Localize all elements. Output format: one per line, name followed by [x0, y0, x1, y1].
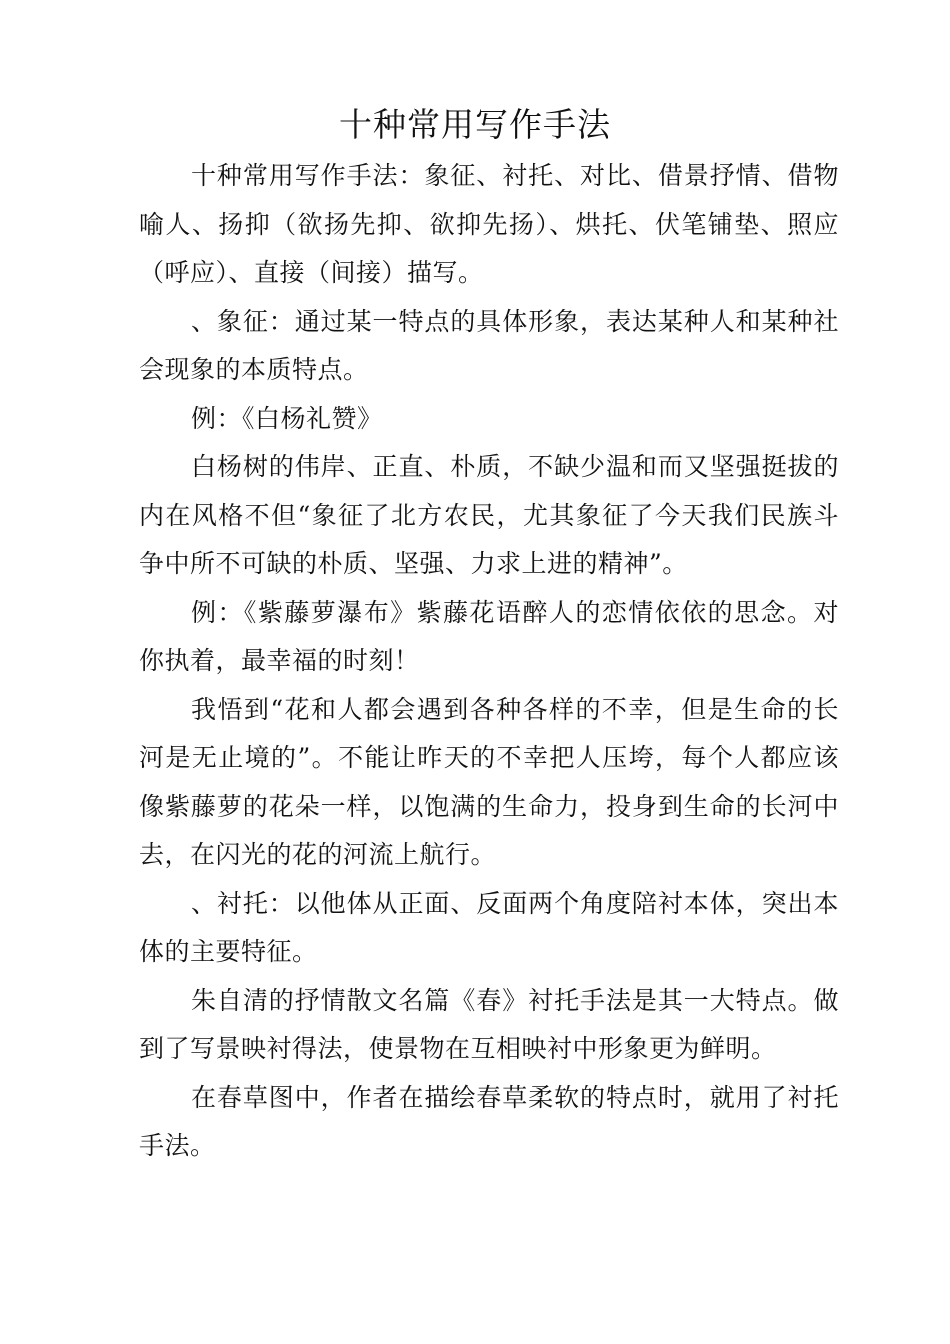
paragraph-symbolism-definition: 、象征：通过某一特点的具体形象，表达某种人和某种社会现象的本质特点。 [139, 306, 839, 384]
paragraph-example-ziteng: 例：《紫藤萝瀑布》紫藤花语醉人的恋情依依的思念。对你执着，最幸福的时刻！ [139, 597, 839, 675]
document-body [139, 152, 839, 1171]
paragraph-example-baiyang: 例：《白杨礼赞》 [191, 403, 383, 433]
document-title: 十种常用写作手法 [339, 105, 611, 144]
paragraph-baiyang-text: 白杨树的伟岸、正直、朴质，不缺少温和而又坚强挺拔的内在风格不但“象征了北方农民，尤其象征了今天我们民族斗争中所不可缺的朴质、坚强、力求上进的精神”。 [139, 452, 839, 578]
paragraph-chun-text: 朱自清的抒情散文名篇《春》衬托手法是其一大特点。做到了写景映衬得法，使景物在互相映衬中形象更为鲜明。 [139, 985, 839, 1063]
paragraph-ziteng-text: 我悟到“花和人都会遇到各种各样的不幸，但是生命的长河是无止境的”。不能让昨天的不幸把人压垮，每个人都应该像紫藤萝的花朵一样，以饱满的生命力，投身到生命的长河中去，在闪光的花的河流上航行。 [139, 694, 839, 869]
paragraph-contrast-definition: 、衬托：以他体从正面、反面两个角度陪衬本体，突出本体的主要特征。 [139, 888, 839, 966]
paragraph-chuncao-text: 在春草图中，作者在描绘春草柔软的特点时，就用了衬托手法。 [139, 1082, 839, 1160]
paragraph-intro: 十种常用写作手法：象征、衬托、对比、借景抒情、借物喻人、扬抑（欲扬先抑、欲抑先扬）、烘托、伏笔铺垫、照应（呼应）、直接（间接）描写。 [139, 161, 839, 287]
